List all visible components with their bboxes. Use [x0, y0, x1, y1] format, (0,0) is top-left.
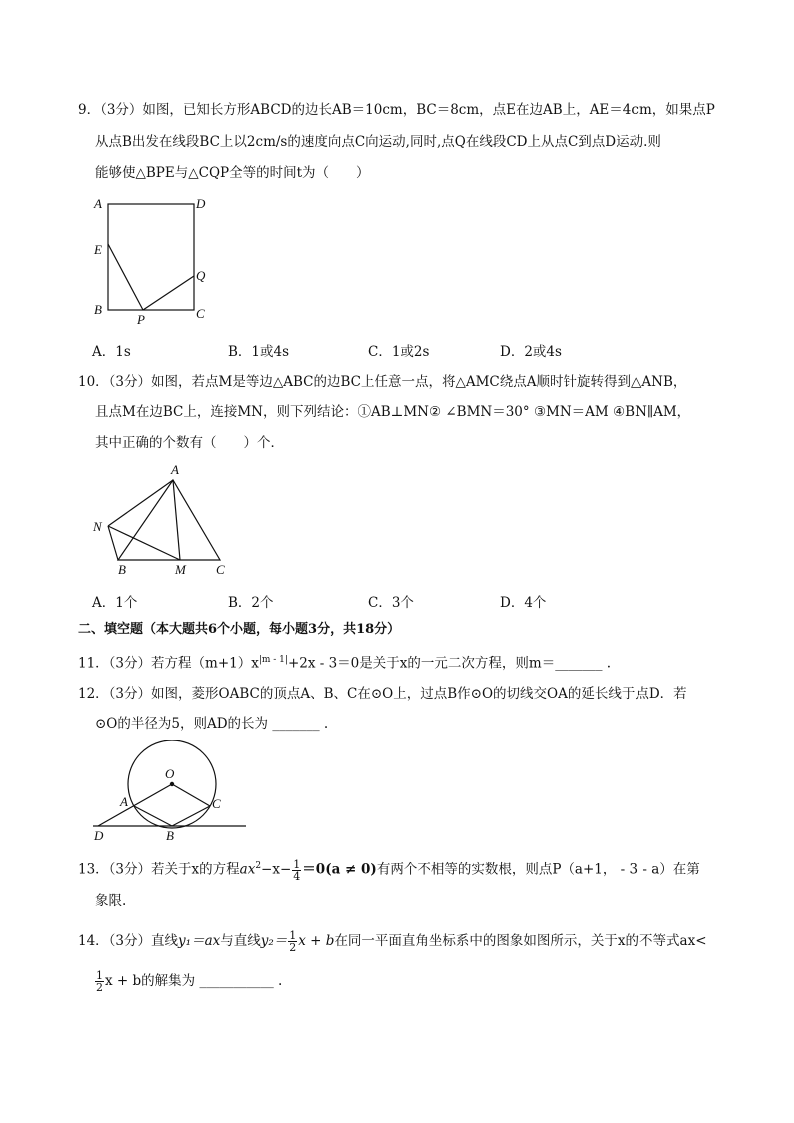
q11-pre: 11．（3分）若方程（m+1）x — [78, 655, 259, 672]
q12-figure — [88, 740, 253, 844]
label-a: A — [120, 794, 128, 809]
q14-frac-den: 2 — [289, 941, 297, 954]
q14-pre: 14．（3分）直线 — [78, 933, 179, 949]
q9-line1: 9．（3分）如图，已知长方形ABCD的边长AB＝10cm，BC＝8cm，点E在边AB上，AE＝4cm，如果点P — [78, 102, 715, 118]
segment-pq — [143, 276, 194, 310]
q10-option-c[interactable]: C．3个 — [368, 595, 414, 611]
q11-exponent: |m - 1| — [258, 655, 288, 665]
q10-figure — [88, 460, 238, 580]
q10-option-d[interactable]: D．4个 — [500, 595, 547, 611]
label-c: C — [196, 306, 205, 321]
q14-mid: 与直线 — [220, 933, 261, 949]
label-b: B — [94, 302, 102, 317]
label-b: B — [118, 562, 126, 577]
segment-oc — [172, 784, 210, 806]
q12-line2: ⊙O的半径为5，则AD的长为 _______ . — [95, 716, 329, 732]
q14-fraction — [288, 930, 297, 953]
label-d: D — [94, 828, 104, 843]
q14-y2-tail: x + b — [298, 933, 335, 949]
q10-line1: 10．（3分）如图，若点M是等边△ABC的边BC上任意一点，将△AMC绕点A顺时针旋转得到△ANB， — [78, 374, 687, 390]
q14-line2-frac-num: 1 — [96, 969, 103, 982]
q9-line3: 能够使△BPE与△CQP全等的时间t为（ ） — [95, 165, 370, 181]
q10-line2: 且点M在边BC上，连接MN，则下列结论：①AB⊥MN② ∠BMN＝30° ③MN＝AM ④BN∥AM， — [95, 404, 691, 420]
q9-option-a[interactable]: A．1s — [92, 344, 131, 360]
label-q: Q — [196, 268, 206, 283]
q14-y2: y₂＝ — [260, 933, 288, 949]
label-n: N — [93, 519, 102, 534]
q14-line2 — [95, 970, 282, 993]
label-a: A — [171, 462, 179, 477]
q14-frac-num: 1 — [289, 929, 297, 942]
q12-line1: 12．（3分）如图，菱形OABC的顶点A、B、C在⊙O上，过点B作⊙O的切线交OA的延长线于点D．若 — [78, 686, 687, 702]
q10-line3: 其中正确的个数有（ ）个． — [95, 435, 284, 451]
q9-option-d[interactable]: D．2或4s — [500, 344, 562, 360]
segment-nm — [108, 526, 180, 560]
label-c: C — [216, 562, 225, 577]
q13-fraction — [292, 859, 301, 882]
q9-line2: 从点B出发在线段BC上以2cm/s的速度向点C向运动,同时,点Q在线段CD上从点C到点D运动.则 — [95, 134, 661, 150]
segment-ab — [134, 806, 172, 826]
label-p: P — [137, 312, 145, 327]
q13-frac-den: 4 — [293, 869, 301, 883]
q13-pre: 13．（3分）若关于x的方程 — [78, 861, 240, 878]
q10-option-a[interactable]: A．1个 — [92, 595, 138, 611]
q14-line2-fraction — [95, 970, 104, 993]
q13-eq-end: ＝0(a ≠ 0) — [302, 861, 377, 878]
q13-eq-a: ax — [239, 861, 256, 878]
q13-eq-square: 2 — [255, 861, 262, 871]
triangle-abc — [118, 480, 220, 560]
q11-post: +2x - 3＝0是关于x的一元二次方程，则m＝_______ . — [287, 655, 612, 672]
q13-frac-num: 1 — [293, 857, 301, 871]
label-d: D — [196, 196, 206, 211]
center-dot — [170, 782, 174, 786]
q13-post: 有两个不相等的实数根，则点P（a+1， - 3 - a）在第 — [376, 861, 700, 878]
rect-abcd — [108, 204, 194, 310]
q14-line2-tail: x + b的解集为 ___________ . — [105, 973, 283, 989]
q13-line1 — [78, 856, 700, 882]
label-a: A — [94, 196, 102, 211]
label-b: B — [166, 828, 174, 843]
segment-an — [108, 480, 173, 526]
label-e: E — [94, 242, 102, 257]
q13-line2: 象限. — [95, 893, 127, 909]
segment-ep — [108, 244, 143, 310]
q14-y1: y₁＝ax — [178, 933, 221, 949]
q14-line1 — [78, 930, 707, 953]
segment-nb — [108, 526, 118, 560]
q9-figure — [88, 192, 218, 327]
label-o: O — [165, 766, 175, 781]
q13-eq-mid: −x− — [261, 861, 292, 878]
q9-option-b[interactable]: B．1或4s — [228, 344, 290, 360]
q9-option-c[interactable]: C．1或2s — [368, 344, 430, 360]
q11-line — [78, 650, 611, 674]
section-heading: 二、填空题（本大题共6个小题，每小题3分，共18分） — [78, 622, 401, 637]
segment-bc — [172, 806, 210, 826]
label-c: C — [212, 796, 221, 811]
q14-line2-frac-den: 2 — [96, 981, 103, 994]
segment-am — [173, 480, 180, 560]
q14-post: 在同一平面直角坐标系中的图象如图所示，关于x的不等式ax< — [334, 933, 707, 949]
label-m: M — [175, 562, 186, 577]
q10-option-b[interactable]: B．2个 — [228, 595, 274, 611]
